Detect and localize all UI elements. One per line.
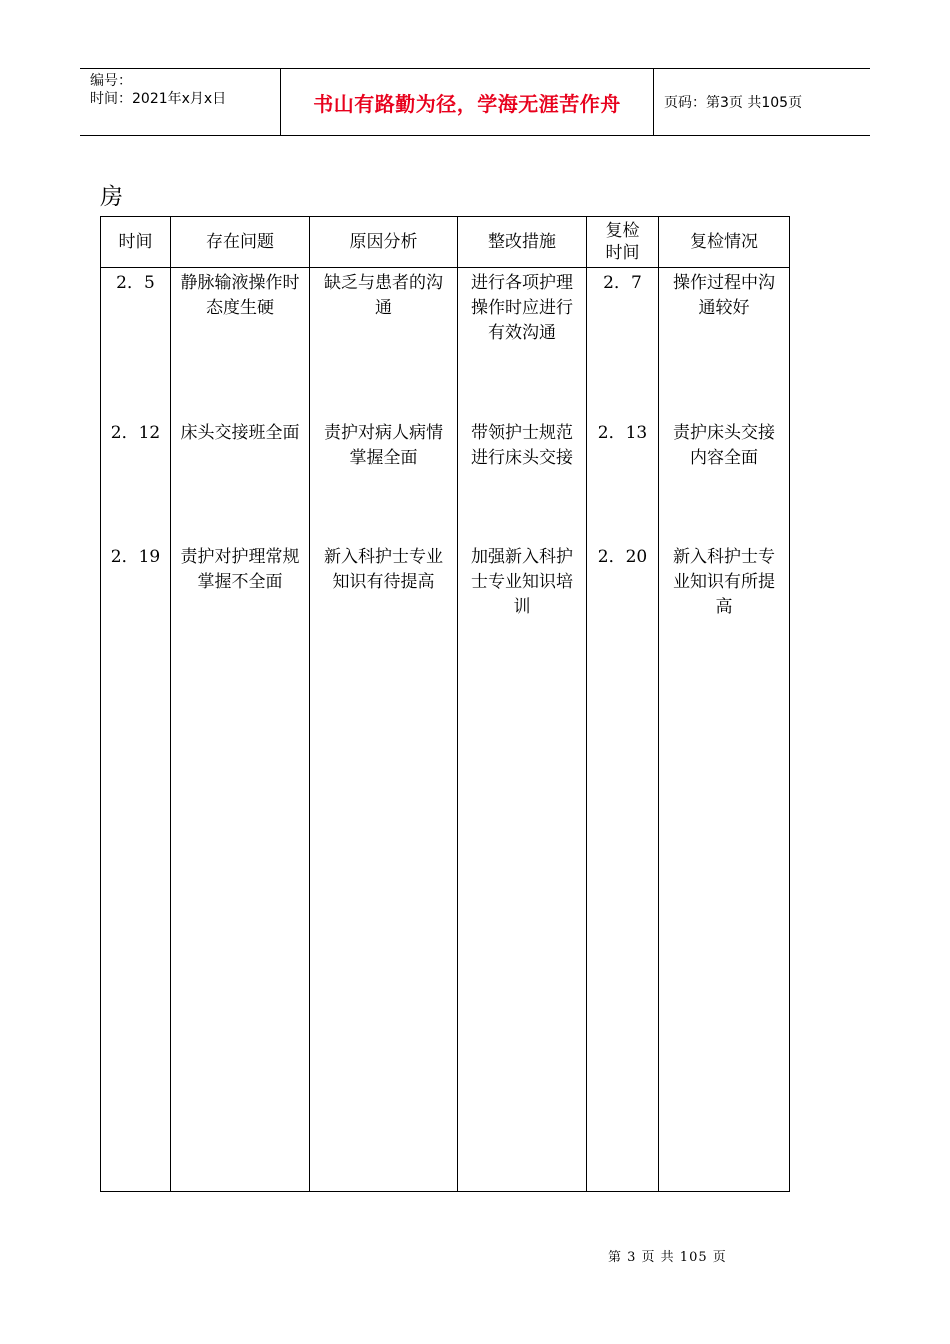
entry-recheck-time-1: 2．7 xyxy=(603,273,642,293)
cell-time xyxy=(101,268,171,1192)
cell-cause xyxy=(310,268,458,1192)
rectification-table xyxy=(100,216,790,1192)
entry-problem-3: 责护对护理常规掌握不全面 xyxy=(180,547,300,592)
cell-problem xyxy=(171,268,310,1192)
entry-time-2: 2．12 xyxy=(110,423,161,443)
entry-problem-1: 静脉输液操作时态度生硬 xyxy=(180,273,300,318)
col-header-recheck-result: 复检情况 xyxy=(659,217,790,268)
entry-time-3: 2．19 xyxy=(110,547,161,567)
entry-cause-1: 缺乏与患者的沟通 xyxy=(324,273,443,318)
entry-recheck-result-1: 操作过程中沟通较好 xyxy=(673,273,775,318)
entry-recheck-result-3: 新入科护士专业知识有所提高 xyxy=(673,547,775,617)
code-label: 编号： xyxy=(90,73,132,89)
col-header-problem: 存在问题 xyxy=(171,217,310,268)
entry-recheck-result-2: 责护床头交接内容全面 xyxy=(673,423,775,468)
entry-measure-2: 带领护士规范进行床头交接 xyxy=(471,423,573,468)
cell-recheck-time xyxy=(587,268,659,1192)
header-motto: 书山有路勤为径，学海无涯苦作舟 xyxy=(281,69,654,135)
entry-measure-3: 加强新入科护士专业知识培训 xyxy=(471,547,573,617)
cell-measure xyxy=(458,268,587,1192)
entry-cause-3: 新入科护士专业知识有待提高 xyxy=(324,547,443,592)
page-header xyxy=(80,68,870,136)
entry-recheck-time-3: 2．20 xyxy=(597,547,648,567)
entry-problem-2: 床头交接班全面 xyxy=(180,423,300,443)
page-footer: 第 3 页 共 105 页 xyxy=(608,1250,727,1265)
col-header-measure: 整改措施 xyxy=(458,217,587,268)
time-label: 时间：2021年x月x日 xyxy=(90,91,227,107)
entry-recheck-time-2: 2．13 xyxy=(597,423,648,443)
entry-time-1: 2．5 xyxy=(116,273,155,293)
col-header-recheck-time: 复检时间 xyxy=(587,217,659,268)
entry-cause-2: 责护对病人病情掌握全面 xyxy=(324,423,443,468)
header-meta xyxy=(80,69,281,135)
col-header-cause: 原因分析 xyxy=(310,217,458,268)
continued-text-fragment: 房 xyxy=(100,184,123,210)
entry-measure-1: 进行各项护理操作时应进行有效沟通 xyxy=(471,273,573,343)
col-header-time: 时间 xyxy=(101,217,171,268)
table-row xyxy=(101,268,790,1192)
cell-recheck-result xyxy=(659,268,790,1192)
table-header-row xyxy=(101,217,790,268)
header-page-number: 页码：第3页 共105页 xyxy=(664,95,803,111)
